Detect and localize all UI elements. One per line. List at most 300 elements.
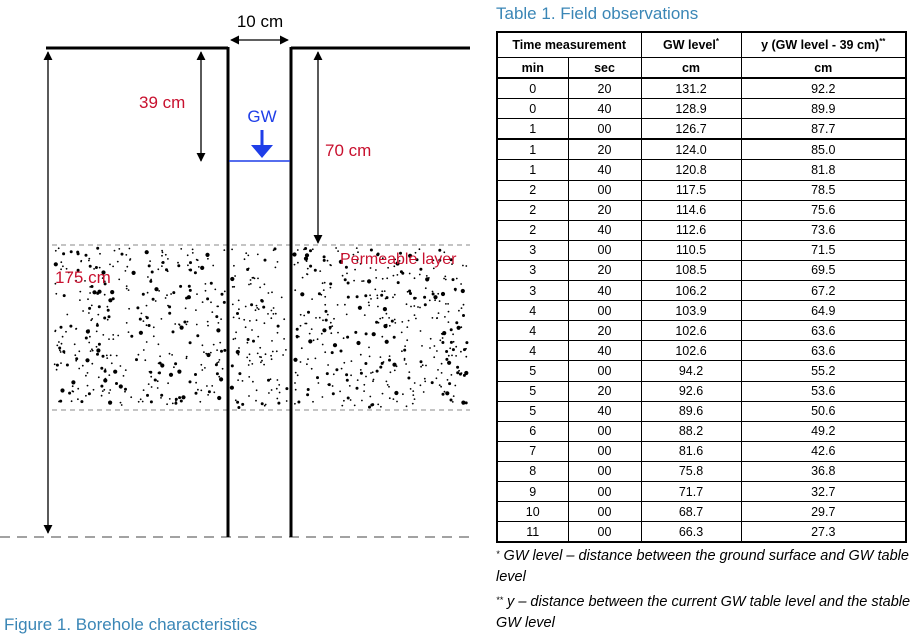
layer-dot — [256, 305, 258, 307]
layer-dot — [276, 398, 278, 400]
layer-dot — [124, 388, 127, 391]
layer-dot — [230, 277, 234, 281]
layer-dot — [119, 384, 123, 388]
layer-dot — [354, 331, 357, 334]
layer-dot — [329, 328, 331, 330]
layer-dot — [171, 354, 173, 356]
cell-y: 87.7 — [741, 119, 906, 140]
cell-sec: 00 — [568, 240, 641, 260]
layer-dot — [62, 350, 65, 353]
layer-dot — [121, 404, 123, 406]
layer-dot — [436, 350, 438, 352]
layer-dot — [463, 304, 465, 306]
layer-dot — [165, 297, 167, 299]
layer-dot — [223, 349, 226, 352]
layer-dot — [215, 315, 218, 318]
layer-dot — [154, 287, 158, 291]
layer-dot — [89, 292, 91, 294]
unit-gw: cm — [641, 58, 741, 79]
layer-dot — [200, 390, 202, 392]
layer-dot — [172, 291, 175, 294]
layer-dot — [405, 363, 407, 365]
layer-dot — [97, 314, 99, 316]
layer-dot — [372, 380, 374, 382]
layer-dot — [162, 261, 164, 263]
layer-dot — [211, 385, 213, 387]
layer-dot — [179, 285, 182, 288]
layer-dot — [78, 368, 80, 370]
layer-dot — [419, 268, 422, 271]
layer-dot — [327, 314, 329, 316]
layer-dot — [54, 363, 56, 365]
layer-dot — [260, 299, 263, 302]
y-footnote-mark: ** — [879, 37, 886, 46]
layer-dot — [440, 386, 442, 388]
layer-dot — [455, 346, 457, 348]
layer-dot — [196, 334, 199, 337]
layer-dot — [172, 403, 174, 405]
layer-dot — [408, 290, 411, 293]
layer-dot — [204, 367, 206, 369]
table-row — [497, 160, 906, 180]
layer-dot — [415, 297, 417, 299]
layer-dot — [270, 355, 272, 357]
layer-dot — [425, 287, 427, 289]
layer-dot — [410, 306, 412, 308]
layer-dot — [88, 329, 90, 331]
layer-dot — [74, 354, 76, 356]
cell-min: 5 — [497, 401, 568, 421]
cell-gw-level: 124.0 — [641, 139, 741, 160]
layer-dot — [186, 356, 188, 358]
layer-dot — [306, 393, 309, 396]
y-header-text: y (GW level - 39 cm) — [761, 38, 880, 52]
layer-dot — [276, 350, 278, 352]
layer-dot — [367, 279, 371, 283]
layer-dot — [452, 278, 455, 281]
layer-dot — [189, 341, 192, 344]
layer-dot — [267, 313, 269, 315]
layer-dot — [442, 393, 445, 396]
layer-dot — [434, 299, 436, 301]
layer-dot — [462, 314, 465, 317]
layer-dot — [175, 400, 177, 402]
layer-dot — [60, 388, 64, 392]
layer-dot — [100, 367, 103, 370]
layer-dot — [388, 386, 390, 388]
layer-dot — [442, 337, 444, 339]
layer-dot — [187, 264, 189, 266]
layer-dot — [414, 314, 416, 316]
layer-dot — [369, 356, 371, 358]
cell-sec: 00 — [568, 119, 641, 140]
layer-dot — [128, 331, 130, 333]
layer-dot — [258, 308, 260, 310]
layer-dot — [381, 336, 383, 338]
layer-dot — [153, 335, 155, 337]
layer-dot — [181, 395, 185, 399]
layer-dot — [323, 289, 325, 291]
layer-dot — [327, 364, 329, 366]
layer-dot — [314, 269, 317, 272]
layer-dot — [205, 290, 207, 292]
layer-dot — [148, 383, 150, 385]
layer-dot — [238, 308, 240, 310]
layer-dot — [300, 361, 302, 363]
cell-min: 7 — [497, 441, 568, 461]
cell-min: 10 — [497, 502, 568, 522]
layer-dot — [271, 358, 273, 360]
layer-dot — [371, 403, 374, 406]
layer-dot — [120, 402, 122, 404]
layer-dot — [157, 380, 159, 382]
cell-sec: 20 — [568, 321, 641, 341]
layer-dot — [465, 356, 467, 358]
layer-dot — [186, 324, 188, 326]
layer-dot — [170, 293, 172, 295]
layer-dot — [151, 271, 154, 274]
layer-dot — [107, 309, 110, 312]
layer-dot — [346, 273, 348, 275]
table-row — [497, 341, 906, 361]
layer-dot — [160, 397, 162, 399]
layer-dot — [392, 296, 394, 298]
layer-dot — [307, 358, 309, 360]
layer-dot — [379, 318, 381, 320]
layer-dot — [220, 318, 222, 320]
layer-dot — [210, 301, 212, 303]
layer-dot — [444, 316, 446, 318]
layer-dot — [188, 285, 191, 288]
layer-dot — [365, 376, 367, 378]
layer-dot — [441, 363, 443, 365]
layer-dot — [292, 252, 296, 256]
layer-dot — [307, 388, 310, 391]
layer-dot — [160, 363, 164, 367]
cell-min: 0 — [497, 78, 568, 99]
layer-dot — [157, 387, 159, 389]
layer-dot — [230, 386, 234, 390]
layer-dot — [419, 307, 421, 309]
cell-gw-level: 131.2 — [641, 78, 741, 99]
observations-table — [496, 31, 907, 543]
layer-dot — [154, 379, 157, 382]
layer-dot — [238, 347, 240, 349]
layer-dot — [305, 253, 309, 257]
layer-dot — [177, 264, 180, 267]
layer-dot — [344, 304, 346, 306]
layer-dot — [376, 370, 379, 373]
layer-dot — [363, 384, 365, 386]
cell-y: 71.5 — [741, 240, 906, 260]
cell-min: 1 — [497, 139, 568, 160]
layer-dot — [444, 391, 446, 393]
layer-dot — [235, 331, 237, 333]
layer-dot — [385, 298, 387, 300]
layer-dot — [382, 393, 384, 395]
layer-dot — [294, 264, 296, 266]
layer-dot — [56, 364, 59, 367]
layer-dot — [143, 320, 145, 322]
layer-dot — [232, 304, 234, 306]
layer-dot — [295, 372, 297, 374]
layer-dot — [166, 294, 168, 296]
layer-dot — [364, 362, 367, 365]
layer-dot — [87, 298, 89, 300]
layer-dot — [130, 335, 133, 338]
layer-dot — [87, 372, 89, 374]
layer-dot — [361, 400, 363, 402]
layer-dot — [259, 347, 261, 349]
layer-dot — [406, 303, 408, 305]
cell-sec: 40 — [568, 281, 641, 301]
table-row — [497, 119, 906, 140]
layer-dot — [397, 274, 399, 276]
layer-dot — [382, 278, 384, 280]
layer-dot — [294, 289, 296, 291]
layer-dot — [322, 396, 324, 398]
layer-dot — [172, 330, 175, 333]
cell-sec: 20 — [568, 78, 641, 99]
layer-dot — [180, 326, 184, 330]
layer-dot — [389, 355, 391, 357]
layer-dot — [424, 378, 426, 380]
table-row — [497, 321, 906, 341]
layer-dot — [58, 347, 61, 350]
layer-dot — [425, 365, 427, 367]
layer-dot — [206, 297, 209, 300]
layer-dot — [197, 259, 199, 261]
cell-min: 4 — [497, 341, 568, 361]
layer-dot — [304, 247, 307, 250]
table-row — [497, 220, 906, 240]
table-row — [497, 281, 906, 301]
layer-dot — [80, 260, 82, 262]
layer-dot — [294, 382, 296, 384]
layer-dot — [394, 370, 396, 372]
layer-dot — [412, 390, 414, 392]
layer-dot — [324, 296, 326, 298]
layer-dot — [96, 353, 99, 356]
layer-dot — [375, 277, 377, 279]
layer-dot — [235, 399, 237, 401]
layer-dot — [432, 293, 435, 296]
layer-dot — [297, 249, 299, 251]
layer-dot — [360, 369, 362, 371]
layer-dot — [327, 260, 329, 262]
cell-gw-level: 114.6 — [641, 200, 741, 220]
layer-dot — [298, 336, 300, 338]
layer-dot — [158, 371, 161, 374]
cell-min: 3 — [497, 281, 568, 301]
layer-dot — [123, 375, 125, 377]
layer-dot — [96, 247, 99, 250]
layer-dot — [388, 359, 391, 362]
layer-dot — [252, 381, 254, 383]
cell-y: 67.2 — [741, 281, 906, 301]
layer-dot — [102, 334, 104, 336]
table-row — [497, 481, 906, 501]
layer-dot — [383, 361, 385, 363]
layer-dot — [139, 331, 143, 335]
layer-dot — [55, 250, 57, 252]
layer-dot — [174, 402, 177, 405]
table-row — [497, 421, 906, 441]
layer-dot — [79, 299, 81, 301]
layer-dot — [331, 325, 333, 327]
layer-dot — [311, 298, 313, 300]
layer-dot — [232, 286, 234, 288]
layer-dot — [297, 401, 300, 404]
table-row — [497, 240, 906, 260]
table-header-row — [497, 32, 906, 58]
layer-dot — [433, 295, 437, 299]
cell-min: 0 — [497, 99, 568, 119]
layer-dot — [301, 347, 303, 349]
layer-dot — [347, 282, 350, 285]
layer-dot — [414, 277, 416, 279]
cell-sec: 20 — [568, 381, 641, 401]
layer-dot — [381, 290, 383, 292]
layer-dot — [183, 321, 186, 324]
layer-dot — [309, 265, 312, 268]
layer-dot — [100, 385, 103, 388]
layer-dot — [436, 377, 438, 379]
layer-dot — [296, 328, 299, 331]
layer-dot — [394, 322, 396, 324]
layer-dot — [429, 300, 431, 302]
layer-dot — [233, 265, 235, 267]
gw-level-footnote-mark: * — [715, 37, 719, 46]
layer-dot — [75, 328, 77, 330]
layer-dot — [368, 302, 370, 304]
layer-dot — [438, 312, 440, 314]
layer-dot — [237, 379, 239, 381]
layer-dot — [58, 247, 60, 249]
layer-dot — [369, 294, 371, 296]
layer-dot — [238, 300, 240, 302]
layer-dot — [375, 269, 377, 271]
layer-dot — [335, 247, 337, 249]
layer-dot — [436, 317, 438, 319]
layer-dot — [85, 395, 87, 397]
table-units-row — [497, 58, 906, 79]
layer-dot — [207, 394, 209, 396]
layer-dot — [361, 280, 363, 282]
layer-dot — [111, 362, 113, 364]
layer-dot — [211, 311, 213, 313]
layer-dot — [221, 293, 224, 296]
layer-dot — [452, 333, 454, 335]
layer-dot — [374, 289, 376, 291]
depth-175-label: 175 cm — [55, 268, 111, 287]
cell-sec: 00 — [568, 361, 641, 381]
layer-dot — [71, 400, 73, 402]
cell-gw-level: 89.6 — [641, 401, 741, 421]
layer-dot — [445, 391, 449, 395]
layer-dot — [197, 389, 199, 391]
layer-dot — [253, 277, 255, 279]
cell-gw-level: 126.7 — [641, 119, 741, 140]
layer-dot — [102, 390, 104, 392]
layer-dot — [386, 313, 388, 315]
layer-dot — [332, 392, 335, 395]
layer-dot — [297, 262, 299, 264]
layer-dot — [450, 341, 453, 344]
layer-dot — [126, 266, 128, 268]
layer-dot — [107, 319, 109, 321]
layer-dot — [139, 318, 142, 321]
layer-dot — [340, 350, 343, 353]
cell-sec: 00 — [568, 301, 641, 321]
layer-dot — [245, 252, 247, 254]
layer-dot — [124, 391, 126, 393]
layer-dot — [88, 260, 90, 262]
layer-dot — [356, 387, 359, 390]
layer-dot — [161, 250, 163, 252]
layer-dot — [82, 310, 84, 312]
layer-dot — [296, 337, 298, 339]
footnote-mark-2: ** — [496, 595, 504, 605]
layer-dot — [325, 319, 328, 322]
layer-dot — [56, 345, 58, 347]
layer-dot — [187, 321, 189, 323]
layer-dot — [63, 294, 66, 297]
layer-dot — [246, 357, 248, 359]
table-row — [497, 461, 906, 481]
layer-dot — [234, 338, 236, 340]
layer-dot — [71, 380, 75, 384]
layer-dot — [180, 400, 183, 403]
layer-dot — [401, 350, 403, 352]
layer-dot — [108, 338, 110, 340]
cell-gw-level: 108.5 — [641, 260, 741, 280]
layer-dot — [238, 372, 241, 375]
layer-dot — [445, 358, 448, 361]
cell-y: 32.7 — [741, 481, 906, 501]
layer-dot — [273, 313, 275, 315]
layer-dot — [458, 370, 460, 372]
cell-y: 36.8 — [741, 461, 906, 481]
layer-dot — [293, 358, 297, 362]
layer-dot — [450, 399, 453, 402]
layer-dot — [138, 354, 140, 356]
table-row — [497, 361, 906, 381]
layer-dot — [460, 351, 462, 353]
layer-dot — [103, 389, 105, 391]
layer-dot — [461, 289, 465, 293]
layer-dot — [188, 269, 190, 271]
layer-dot — [461, 307, 463, 309]
layer-dot — [383, 324, 387, 328]
layer-dot — [448, 321, 450, 323]
layer-dot — [279, 392, 281, 394]
layer-dot — [233, 338, 235, 340]
table-row — [497, 260, 906, 280]
layer-dot — [216, 372, 219, 375]
layer-dot — [148, 264, 151, 267]
layer-dot — [401, 272, 404, 275]
layer-dot — [120, 365, 122, 367]
layer-dot — [256, 319, 258, 321]
layer-dot — [174, 323, 176, 325]
layer-dot — [242, 380, 244, 382]
layer-dot — [199, 401, 201, 403]
layer-dot — [261, 360, 263, 362]
layer-dot — [146, 324, 148, 326]
cell-sec: 00 — [568, 502, 641, 522]
layer-dot — [262, 306, 265, 309]
